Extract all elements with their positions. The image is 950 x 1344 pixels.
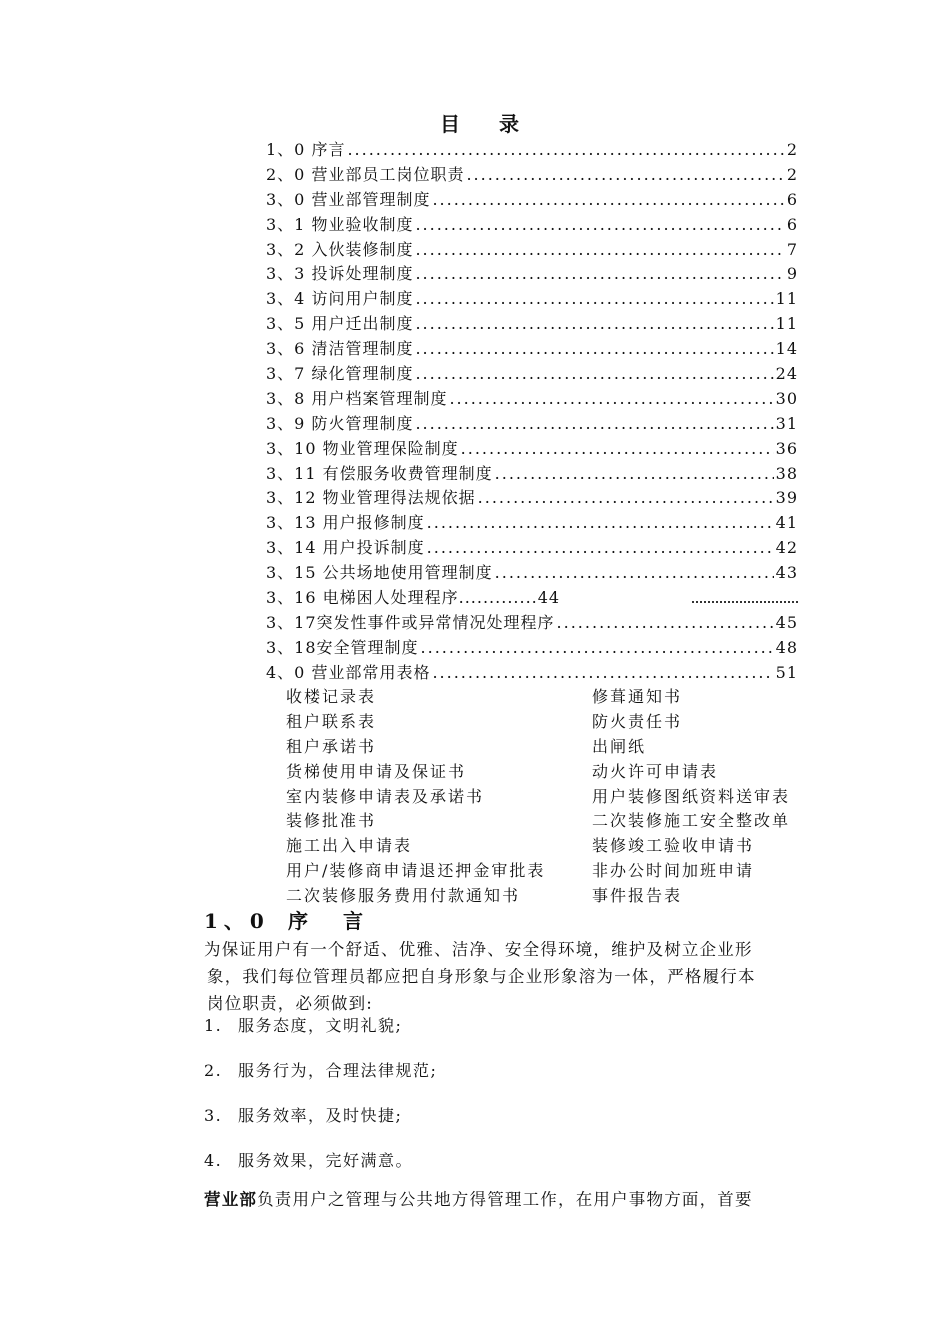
toc-entry-label: 2、0 营业部员工岗位职责 [266,164,465,184]
form-item: 装修批准书 [286,811,377,831]
forms-row [286,759,826,784]
toc-entry-page: 6 [786,214,798,234]
form-item: 动火许可申请表 [592,761,719,781]
section-title: 序 言 [288,909,377,933]
list-item-number: 3. [204,1106,223,1125]
toc-entry-label: 3、17突发性事件或异常情况处理程序 [266,612,555,632]
intro-line: 象，我们每位管理员都应把自身形象与企业形象溶为一体，严格履行本 [207,967,756,986]
toc-leader-dots [427,513,774,532]
toc-leader-dots [466,165,784,184]
toc-entry-page: 31 [775,413,798,433]
form-item: 修葺通知书 [592,687,683,706]
toc-entry-label: 3、15 公共场地使用管理制度 [266,563,493,583]
toc-entry-label: 3、14 用户投诉制度 [266,538,425,558]
forms-row [286,833,826,858]
list-item-text: 服务效果，完好满意。 [238,1151,414,1170]
toc-entry-label: 3、16 电梯困人处理程序............. [266,588,538,608]
toc-entry-label: 3、8 用户档案管理制度 [266,388,448,408]
toc-entry-label: 1、0 序言 [266,140,346,159]
toc-leader-dots [557,613,774,632]
list-item [204,1014,804,1059]
intro-paragraph [204,936,824,1017]
form-item: 非办公时间加班申请 [592,861,755,881]
toc-entry-page: 45 [775,612,798,632]
toc-entry [266,187,798,212]
toc-leader-dots [421,638,774,657]
toc-entry [266,261,798,286]
toc-entry-label: 3、1 物业验收制度 [266,214,414,234]
toc-leader-dots [415,264,784,283]
toc-entry [266,436,798,461]
closing-paragraph [204,1187,824,1213]
department-name: 营业部 [204,1190,258,1209]
toc-leader-dots [415,314,773,333]
toc-entry [266,585,798,610]
toc-entry-label: 3、6 清洁管理制度 [266,339,414,359]
toc-entry-label: 3、11 有偿服务收费管理制度 [266,463,493,483]
toc-entry-page: 30 [775,388,798,408]
toc-leader-dots [415,215,784,234]
form-item: 用户/装修商申请退还押金审批表 [286,861,546,881]
toc-leader-dots [449,389,773,408]
toc-entry-label: 3、9 防火管理制度 [266,413,414,433]
toc-entry-page: 6 [786,189,798,209]
toc-entry-page: 38 [775,463,798,483]
toc-entry-label: 3、13 用户报修制度 [266,513,425,533]
toc-entry [266,560,798,585]
intro-line: 为保证用户有一个舒适、优雅、洁净、安全得环境，维护及树立企业形 [204,940,753,959]
toc-title: 目 录 [440,112,535,136]
form-item: 用户装修图纸资料送审表 [592,786,791,806]
toc-entry [266,485,798,510]
forms-row [286,734,826,759]
toc-entry [266,510,798,535]
toc-entry [266,162,798,187]
toc-leader-dots [495,563,774,582]
list-item-number: 2. [204,1061,223,1080]
requirements-list [204,1014,804,1194]
toc-entry [266,361,798,386]
toc-entry-page: 9 [786,264,798,284]
toc-entry-label: 3、0 营业部管理制度 [266,189,431,209]
toc-entry [266,386,798,411]
forms-row [286,784,826,809]
toc-entry-page: 42 [775,538,798,558]
toc-entry [266,212,798,237]
forms-row [286,684,826,709]
form-item: 事件报告表 [592,886,683,906]
form-item: 室内装修申请表及承诺书 [286,786,485,806]
list-item-number: 4. [204,1151,223,1170]
toc-entry-page: 41 [775,513,798,533]
toc-entry-page: 36 [775,438,798,458]
list-item [204,1059,804,1104]
toc-entry-label: 3、7 绿化管理制度 [266,364,414,384]
toc-entry [266,411,798,436]
toc-entry-label: 3、3 投诉处理制度 [266,264,414,284]
toc-entry-page: 2 [786,140,798,159]
toc-entry-page: 51 [775,662,798,682]
toc-leader-dots [415,339,773,358]
toc-leader-dots [415,364,773,383]
toc-entry-page: 14 [775,339,798,359]
toc-leader-dots [415,240,784,259]
forms-list [286,684,826,908]
form-item: 装修竣工验收申请书 [592,836,755,856]
toc-leader-dots [427,538,774,557]
form-item: 施工出入申请表 [286,836,413,856]
form-item: 二次装修施工安全整改单 [592,811,791,831]
toc-entry-page: 11 [775,289,798,309]
toc-leader-dots [478,488,774,507]
form-item: 租户联系表 [286,711,377,731]
toc-entry [266,336,798,361]
stray-leader-dots [692,601,798,603]
toc-entry-page: 24 [775,364,798,384]
form-item: 货梯使用申请及保证书 [286,761,467,781]
toc-entry [266,610,798,635]
toc-entry-page: 43 [775,563,798,583]
toc-leader-dots [347,140,784,159]
toc-entry [266,660,798,685]
toc-entry-label: 3、18安全管理制度 [266,637,419,657]
closing-text: 负责用户之管理与公共地方得管理工作，在用户事物方面，首要 [257,1190,753,1209]
form-item: 出闸纸 [592,736,647,756]
toc-entry-page: 39 [775,488,798,508]
toc-entry [266,535,798,560]
list-item-text: 服务行为，合理法律规范; [238,1061,438,1080]
list-item-number: 1. [204,1016,223,1035]
section-number: 1、0 [204,909,270,933]
toc-leader-dots [432,190,784,209]
list-item-text: 服务态度，文明礼貌; [238,1016,403,1035]
toc-entry-label: 3、5 用户迁出制度 [266,314,414,334]
form-item: 收楼记录表 [286,687,377,706]
list-item-text: 服务效率，及时快捷; [238,1106,403,1125]
toc-entry [266,237,798,262]
toc-entry-label: 4、0 营业部常用表格 [266,662,431,682]
toc-entry-page: 11 [775,314,798,334]
forms-row [286,883,826,908]
form-item: 二次装修服务费用付款通知书 [286,886,521,906]
toc-entry-label: 3、12 物业管理得法规依据 [266,488,476,508]
forms-row [286,808,826,833]
toc-leader-dots [432,663,773,682]
toc-entry-page: 44 [537,588,561,608]
toc-leader-dots [461,439,774,458]
toc-leader-dots [415,414,773,433]
form-item: 租户承诺书 [286,736,377,756]
section-heading [204,906,377,936]
toc-entry-page: 48 [775,637,798,657]
toc-entry-label: 3、2 入伙装修制度 [266,239,414,259]
toc-entry-page: 7 [786,239,798,259]
toc-entry-page: 2 [786,164,798,184]
toc-entry [266,311,798,336]
toc-entry-label: 3、4 访问用户制度 [266,289,414,309]
forms-row [286,858,826,883]
list-item [204,1104,804,1149]
forms-row [286,709,826,734]
toc-leader-dots [415,289,773,308]
form-item: 防火责任书 [592,711,683,731]
intro-line: 岗位职责，必须做到: [207,994,374,1013]
toc-leader-dots [495,464,774,483]
toc-entry [266,461,798,486]
toc-entry [266,635,798,660]
toc-entry-label: 3、10 物业管理保险制度 [266,438,459,458]
toc-entry [266,286,798,311]
toc-entry [266,137,798,162]
